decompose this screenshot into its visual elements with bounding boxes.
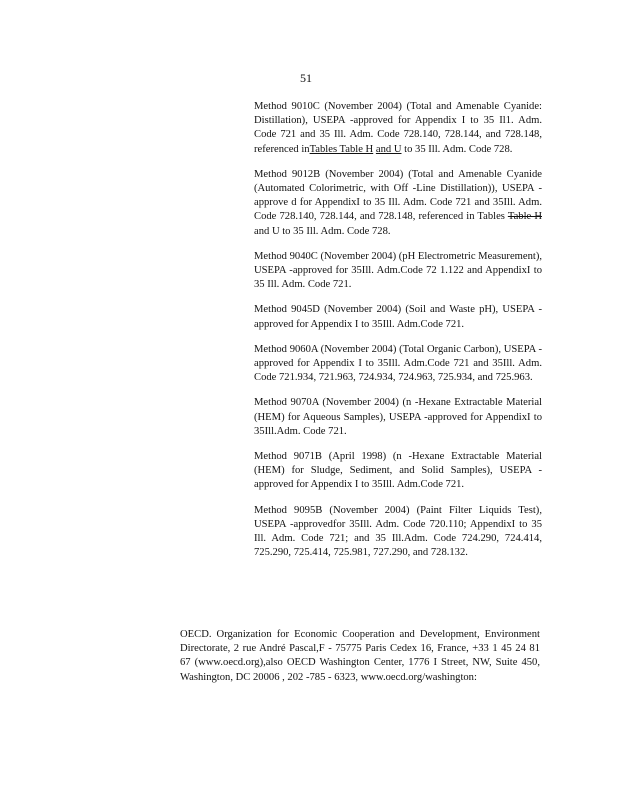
- method-list: [254, 100, 542, 571]
- entry-text: Method 9010C (November 2004) (Total and Amenable Cyanide: Distillation), USEPA -approved for Appendix I to 35 Il1. Adm. Code 721 and 35 Ill. Adm. Code 728.140, 728.144, and 728.148, referenced in: [254, 101, 542, 155]
- entry-text: Method 9012B (November 2004) (Total and Amenable Cyanide (Automated Colorimetric, with Off -Line Distillation)), USEPA -approve d for AppendixI to 35 Ill. Adm. Code 721 and 35Ill. Adm. Code 728.140, 728.144, and 728.148, referenced in Tables: [254, 168, 542, 223]
- entry-text: to 35 Ill. Adm. Code 728.: [401, 143, 513, 155]
- method-9010c-entry: [254, 100, 542, 157]
- underlined-insertion: Tables Table H: [309, 143, 374, 155]
- entry-text: and U to 35 Ill. Adm. Code 728.: [254, 225, 391, 237]
- underlined-insertion: and U: [375, 143, 402, 155]
- method-9095b-entry: Method 9095B (November 2004) (Paint Filter Liquids Test), USEPA -approvedfor 35Ill. Adm. Code 720.110; AppendixI to 35 Ill. Adm. Code 721; and 35 Ill.Adm. Code 724.290, 724.414, 725.290, 725.414, 725.981, 727.290, and 728.132.: [254, 504, 542, 559]
- method-9045d-entry: Method 9045D (November 2004) (Soil and Waste pH), USEPA -approved for Appendix I to 35Ill. Adm.Code 721.: [254, 304, 542, 330]
- struck-deletion: Table H: [507, 211, 542, 223]
- method-9070a-entry: Method 9070A (November 2004) (n -Hexane Extractable Material (HEM) for Aqueous Samples), USEPA -approved for AppendixI to 35Ill.Adm. Code 721.: [254, 397, 542, 437]
- method-9012b-entry: [254, 168, 542, 239]
- method-9060a-entry: Method 9060A (November 2004) (Total Organic Carbon), USEPA -approved for Appendix I to 35Ill. Adm.Code 721 and 35Ill. Adm. Code 721.934, 721.963, 724.934, 724.963, 725.934, and 725.963.: [254, 343, 542, 384]
- method-9040c-entry: Method 9040C (November 2004) (pH Electrometric Measurement), USEPA -approved for 35Ill. Adm.Code 72 1.122 and AppendixI to 35 Ill. Adm. Code 721.: [254, 250, 543, 291]
- oecd-reference: OECD. Organization for Economic Cooperation and Development, Environment Directorate, 2 rue André Pascal,F - 75775 Paris Cedex 16, France, +33 1 45 24 81 67 (www.oecd.org),also OECD Washington Center, 1776 I Street, NW, Suite 450, Washington, DC 20006 , 202 -785 - 6323, www.oecd.org/washington:: [180, 629, 540, 683]
- page-number: 51: [300, 71, 312, 85]
- method-9071b-entry: Method 9071B (April 1998) (n -Hexane Extractable Material (HEM) for Sludge, Sediment, and Solid Samples), USEPA -approved for Appendix I to 35Ill. Adm.Code 721.: [254, 451, 542, 491]
